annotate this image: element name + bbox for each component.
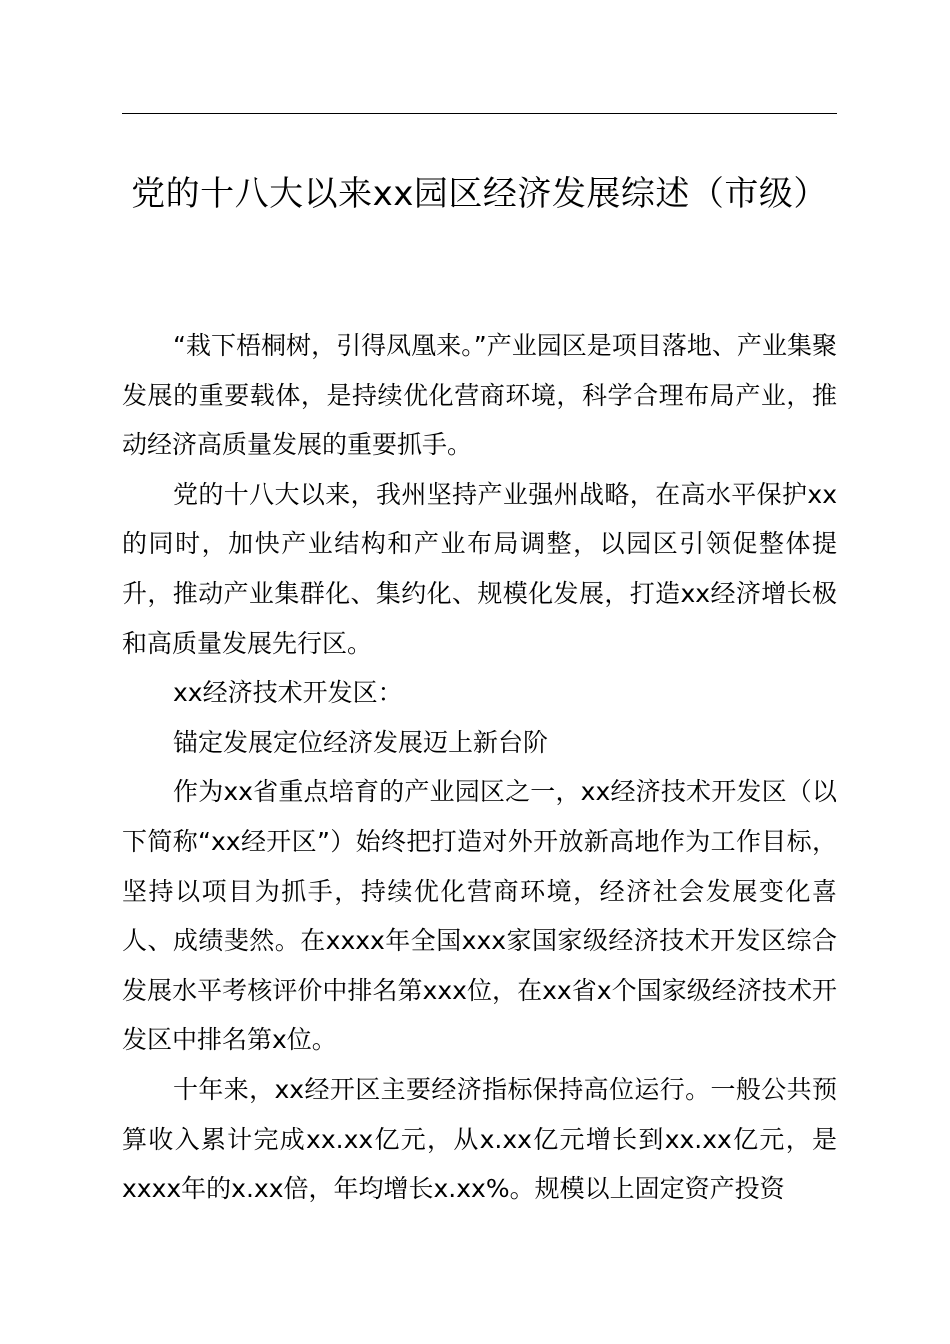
- paragraph-overview: 作为xx省重点培育的产业园区之一，xx经济技术开发区（以下简称“xx经开区”）始终把打造对外开放新高地作为工作目标，坚持以项目为抓手，持续优化营商环境，经济社会发展变化喜人、成绩斐然。在xxxx年全国xxx家国家级经济技术开发区综合发展水平考核评价中排名第xxx位，在xx省x个国家级经济技术开发区中排名第x位。: [122, 777, 837, 1055]
- section-heading: xx经济技术开发区：: [173, 678, 403, 708]
- paragraph-intro: “栽下梧桐树，引得凤凰来。”产业园区是项目落地、产业集聚发展的重要载体，是持续优化营商环境，科学合理布局产业，推动经济高质量发展的重要抓手。: [122, 331, 837, 460]
- document-body: [122, 321, 837, 1214]
- paragraph-indicators: 十年来，xx经开区主要经济指标保持高位运行。一般公共预算收入累计完成xx.xx亿元，从x.xx亿元增长到xx.xx亿元，是xxxx年的x.xx倍，年均增长x.xx%。规模以上固定资产投资: [122, 1074, 837, 1204]
- header-rule: [122, 113, 837, 114]
- paragraph-strategy: 党的十八大以来，我州坚持产业强州战略，在高水平保护xx的同时，加快产业结构和产业布局调整，以园区引领促整体提升，推动产业集群化、集约化、规模化发展，打造xx经济增长极和高质量发展先行区。: [122, 479, 837, 658]
- document-title: 党的十八大以来xx园区经济发展综述（市级）: [131, 174, 828, 214]
- section-subheading: 锚定发展定位经济发展迈上新台阶: [173, 727, 549, 757]
